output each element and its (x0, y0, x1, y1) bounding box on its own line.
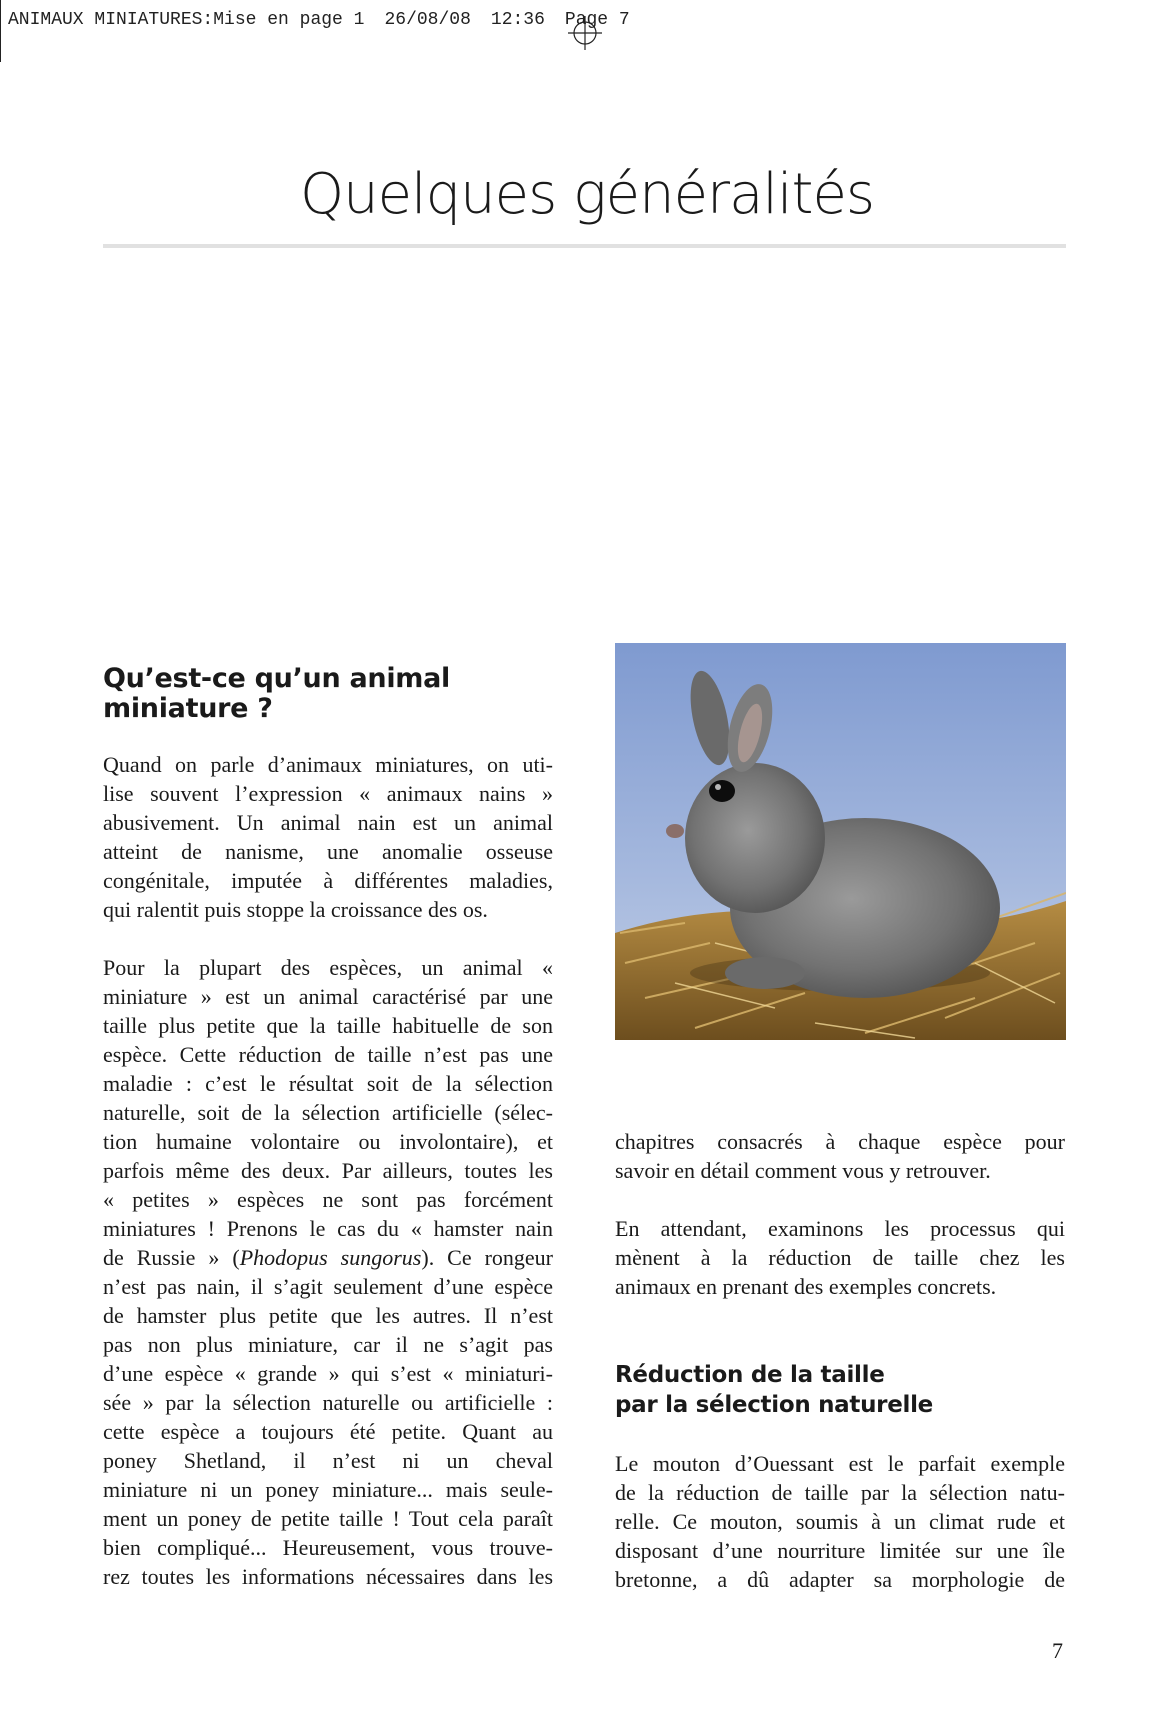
paragraph-intro (103, 750, 553, 924)
heading-line: Réduction de la taille (615, 1362, 885, 1388)
paragraph-ouessant-sheep (615, 1449, 1065, 1594)
slug-page: Page 7 (564, 10, 630, 30)
text-line: atteint de nanisme, une anomalie osseuse (103, 839, 553, 864)
crop-mark (0, 0, 1, 62)
page-number: 7 (1052, 1638, 1063, 1663)
paragraph-examples (615, 1214, 1065, 1301)
text-line: bien compliqué... Heureusement, vous trouve- (103, 1535, 553, 1560)
heading-line: Qu’est-ce qu’un animal (103, 663, 450, 694)
text-line: miniature ni un poney miniature... mais seule- (103, 1477, 553, 1502)
text-line: pas non plus miniature, car il ne s’agit pas (103, 1332, 553, 1357)
text-line: « petites » espèces ne sont pas forcément (103, 1187, 553, 1212)
paragraph-definition (103, 953, 553, 1591)
text-line: savoir en détail comment vous y retrouver. (615, 1158, 991, 1183)
text-line: cette espèce a toujours été petite. Quant au (103, 1419, 553, 1444)
text-line: maladie : c’est le résultat soit de la sélection (103, 1071, 553, 1096)
text-line: ment un poney de petite taille ! Tout cela paraît (103, 1506, 553, 1531)
text-line: de hamster plus petite que les autres. Il n’est (103, 1303, 553, 1328)
text-line: taille plus petite que la taille habituelle de son (103, 1013, 553, 1038)
text-line: de la réduction de taille par la sélection natu- (615, 1480, 1065, 1505)
text-segment: ). Ce rongeur (421, 1245, 553, 1270)
text-segment: de Russie » ( (103, 1245, 240, 1270)
text-line: animaux en prenant des exemples concrets. (615, 1274, 997, 1299)
text-line: Pour la plupart des espèces, un animal « (103, 955, 553, 980)
heading-line: par la sélection naturelle (615, 1392, 933, 1418)
text-line: Le mouton d’Ouessant est le parfait exemple (615, 1451, 1065, 1476)
text-line: n’est pas nain, il s’agit seulement d’une espèce (103, 1274, 553, 1299)
text-line: sée » par la sélection naturelle ou artificielle : (103, 1390, 553, 1415)
section-heading-natural-selection (615, 1360, 1075, 1420)
text-line: poney Shetland, il n’est ni un cheval (103, 1448, 553, 1473)
text-line: mènent à la réduction de taille chez les (615, 1245, 1065, 1270)
paragraph-continuation (615, 1127, 1065, 1185)
text-line: parfois même des deux. Par ailleurs, toutes les (103, 1158, 553, 1183)
text-line: d’une espèce « grande » qui s’est « miniaturi- (103, 1361, 553, 1386)
slug-date: 26/08/08 (384, 10, 471, 30)
text-line: abusivement. Un animal nain est un animal (103, 810, 553, 835)
text-line: Quand on parle d’animaux miniatures, on uti- (103, 752, 553, 777)
text-line: tion humaine volontaire ou involontaire), et (103, 1129, 553, 1154)
text-line: congénitale, imputée à différentes maladies, (103, 868, 553, 893)
text-line: miniatures ! Prenons le cas du « hamster nain (103, 1216, 553, 1241)
text-line-mixed (103, 1243, 553, 1272)
text-line: chapitres consacrés à chaque espèce pour (615, 1129, 1065, 1154)
text-line: naturelle, soit de la sélection artificielle (sélec- (103, 1100, 553, 1125)
printer-slug (8, 10, 650, 30)
slug-file: ANIMAUX MINIATURES:Mise en page 1 (8, 10, 365, 30)
slug-time: 12:36 (490, 10, 545, 30)
text-line: rez toutes les informations nécessaires dans les (103, 1564, 553, 1589)
registration-mark-icon (568, 16, 602, 50)
text-line: bretonne, a dû adapter sa morphologie de (615, 1567, 1065, 1592)
text-line: lise souvent l’expression « animaux nains » (103, 781, 553, 806)
heading-line: miniature ? (103, 693, 273, 724)
text-line: qui ralentit puis stoppe la croissance des os. (103, 897, 488, 922)
page-title: Quelques généralités (300, 162, 875, 227)
rabbit-photo (615, 643, 1066, 1040)
text-line: En attendant, examinons les processus qui (615, 1216, 1065, 1241)
title-divider (103, 244, 1066, 248)
species-name-italic: Phodopus sungorus (239, 1245, 422, 1270)
text-line: relle. Ce mouton, soumis à un climat rude et (615, 1509, 1065, 1534)
section-heading-miniature (103, 664, 563, 724)
text-line: espèce. Cette réduction de taille n’est pas une (103, 1042, 553, 1067)
text-line: miniature » est un animal caractérisé par une (103, 984, 553, 1009)
text-line: disposant d’une nourriture limitée sur une île (615, 1538, 1065, 1563)
